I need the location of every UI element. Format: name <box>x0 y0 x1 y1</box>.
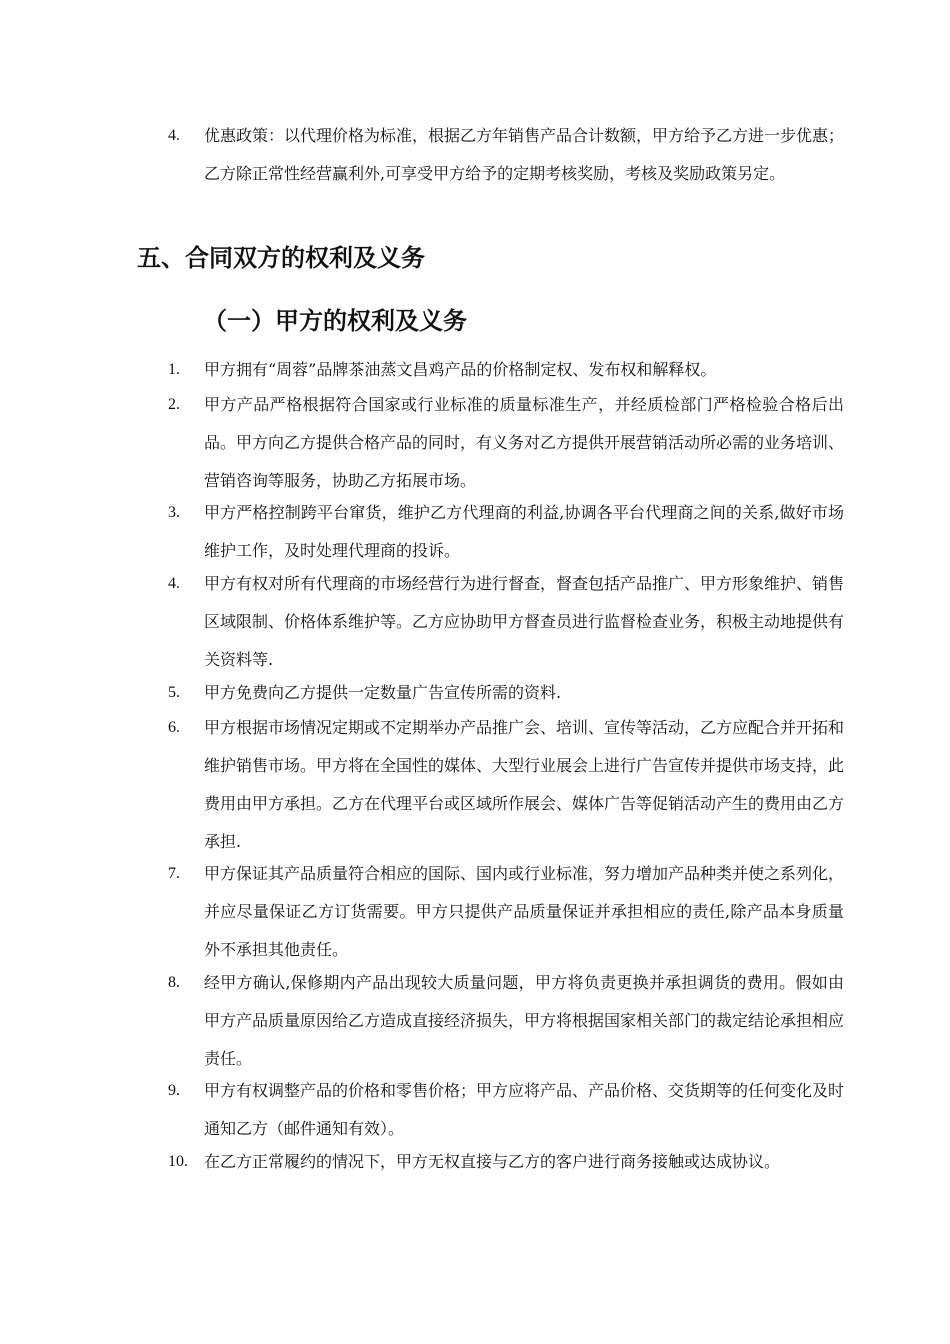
list-item-text: 甲方保证其产品质量符合相应的国际、国内或行业标准，努力增加产品种类并使之系列化，并应尽量保证乙方订货需要。甲方只提供产品质量保证并承担相应的责任,除产品本身质量外不承担其他责任。 <box>204 864 845 959</box>
list-item-number: 8. <box>168 974 180 991</box>
list-item-number: 4. <box>168 575 180 592</box>
list-item-number: 6. <box>168 719 180 736</box>
list-item-text: 在乙方正常履约的情况下，甲方无权直接与乙方的客户进行商务接触或达成协议。 <box>204 1152 781 1171</box>
list-item-number: 4. <box>168 127 180 144</box>
list-item-text: 甲方产品严格根据符合国家或行业标准的质量标准生产，并经质检部门严格检验合格后出品。甲方向乙方提供合格产品的同时，有义务对乙方提供开展营销活动所必需的业务培训、营销咨询等服务，协助乙方拓展市场。 <box>204 395 845 490</box>
list-item-text: 甲方严格控制跨平台窜货，维护乙方代理商的利益,协调各平台代理商之间的关系,做好市场维护工作，及时处理代理商的投诉。 <box>204 503 844 560</box>
list-item-text: 优惠政策：以代理价格为标准，根据乙方年销售产品合计数额，甲方给予乙方进一步优惠；乙方除正常性经营赢利外,可享受甲方给予的定期考核奖励，考核及奖励政策另定。 <box>204 126 845 183</box>
list-item-text: 甲方拥有“周蓉”品牌茶油蒸文昌鸡产品的价格制定权、发布权和解释权。 <box>204 360 717 379</box>
list-item-number: 3. <box>168 504 180 521</box>
list-item-text: 甲方有权调整产品的价格和零售价格；甲方应将产品、产品价格、交货期等的任何变化及时通知乙方（邮件通知有效）。 <box>204 1081 845 1138</box>
list-item-text: 经甲方确认,保修期内产品出现较大质量问题，甲方将负责更换并承担调货的费用。假如由甲方产品质量原因给乙方造成直接经济损失，甲方将根据国家相关部门的裁定结论承担相应责任。 <box>204 973 845 1068</box>
list-item-text: 甲方根据市场情况定期或不定期举办产品推广会、培训、宣传等活动，乙方应配合并开拓和维护销售市场。甲方将在全国性的媒体、大型行业展会上进行广告宣传并提供市场支持，此费用由甲方承担。乙方在代理平台或区域所作展会、媒体广告等促销活动产生的费用由乙方承担. <box>204 718 845 851</box>
list-item-number: 10. <box>168 1153 188 1170</box>
list-item-text: 甲方免费向乙方提供一定数量广告宣传所需的资料. <box>204 683 562 702</box>
list-item-text: 甲方有权对所有代理商的市场经营行为进行督查，督查包括产品推广、甲方形象维护、销售区域限制、价格体系维护等。乙方应协助甲方督查员进行监督检查业务，积极主动地提供有关资料等. <box>204 574 845 669</box>
section-heading: 五、合同双方的权利及义务 <box>137 244 425 272</box>
list-item-number: 2. <box>168 396 180 413</box>
list-item-number: 1. <box>168 361 180 378</box>
list-item-number: 7. <box>168 865 180 882</box>
list-item-number: 9. <box>168 1082 180 1099</box>
list-item-number: 5. <box>168 684 180 701</box>
subsection-heading: （一）甲方的权利及义务 <box>203 307 467 335</box>
